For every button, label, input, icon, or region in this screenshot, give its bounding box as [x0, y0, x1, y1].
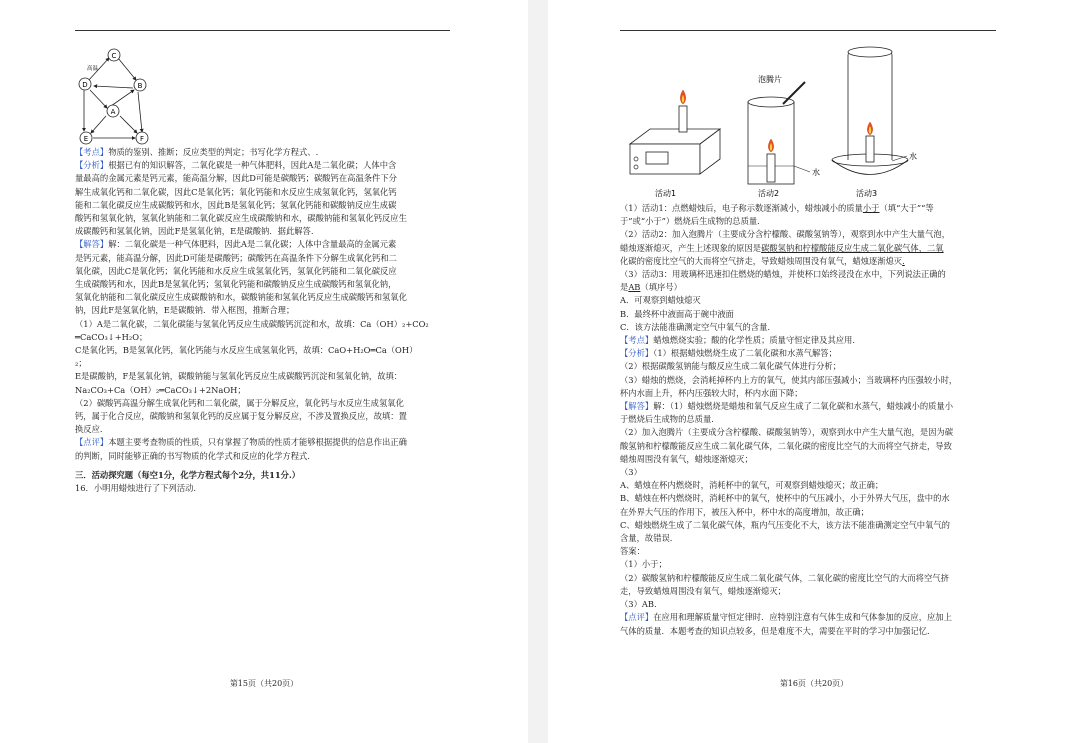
caption-activity2: 活动2: [758, 189, 780, 198]
line-text: ═CaCO₃↓+H₂O；: [75, 331, 148, 342]
node-label: D: [82, 81, 88, 89]
text-line: [75, 436, 451, 449]
line-text: （2）碳酸钙高温分解生成氧化钙和二氧化碳，属于分解反应，氧化钙与水反应生成氢氧化: [75, 397, 404, 408]
line-text: 物质的鉴别、推断；反应类型的判定；书写化学方程式、.: [108, 147, 319, 157]
section-tag: 【点评】: [620, 612, 654, 623]
text-line: [620, 268, 998, 281]
line-text: （2）碳酸氢钠和柠檬酸能反应生成二氧化碳气体，二氧化碳的密度比空气的大而将空气挤: [620, 572, 949, 583]
line-text: （1）小于；: [620, 559, 667, 570]
text-line: [620, 492, 998, 505]
line-text: 于”或“小于”）燃烧后生成物的总质量.: [620, 216, 760, 227]
activity2-beaker: [748, 74, 820, 184]
text-line: [620, 598, 998, 611]
text-line: [75, 252, 451, 265]
line-text: 蜡烛周围没有氧气，蜡烛逐渐熄灭；: [620, 453, 753, 464]
text-line: [75, 357, 451, 370]
line-text: 换反应.: [75, 424, 103, 435]
text-line: [620, 281, 998, 294]
line-text: C．该方法能准确测定空气中氧气的含量.: [620, 321, 771, 332]
line-text: 气体的质量．本题考查的知识点较多，但是难度不大，需要在平时的学习中加强记忆.: [620, 625, 930, 636]
text-line: [620, 387, 998, 400]
text-line: [75, 450, 451, 463]
line-text: 含量，故错误.: [620, 533, 673, 544]
candle-experiments-figure: [620, 44, 920, 204]
line-text: 氧化碳，因此C是氧化钙；氧化钙能和水反应生成氢氧化钙，氢氧化钙能和二氧化碳反应: [75, 265, 397, 276]
text-line: [620, 440, 998, 453]
page-footer: [0, 678, 528, 689]
line-text: （3）AB.: [620, 599, 657, 610]
node-label: B: [137, 82, 143, 90]
activity3-glass: [832, 47, 917, 175]
section-tag: 【分析】: [75, 160, 109, 171]
line-text: 是钙元素，能高温分解，因此D可能是碳酸钙；碳酸钙在高温条件下分解生成氧化钙和二: [75, 252, 397, 263]
text-line: [75, 397, 451, 410]
text-line: [620, 308, 998, 321]
node-label: C: [111, 52, 117, 60]
answer-fill: AB: [628, 282, 641, 293]
section-title: 三．活动探究题（每空1分，化学方程式每个2分，共11分.）: [75, 469, 301, 480]
page-footer: [548, 678, 1080, 689]
page-number: 第16页（共20页）: [779, 679, 849, 688]
label-water: 水: [909, 152, 917, 161]
text-line: [620, 242, 998, 255]
text-line: [75, 199, 451, 212]
line-text: E是碳酸钠，F是氢氧化钠，碳酸钠能与氢氧化钙反应生成碳酸钙沉淀和氢氧化钠，故填：: [75, 371, 403, 382]
page-15-text: [75, 146, 451, 495]
section-tag: 【点评】: [75, 437, 109, 448]
section-tag: 【解答】: [75, 239, 109, 250]
line-text: 解：（1）蜡烛燃烧是蜡烛和氧气反应生成了二氧化碳和水蒸气，蜡烛减小的质量小: [653, 401, 954, 412]
line-text: 酸钙和氢氧化钠，氢氧化钠能和二氧化碳反应生成碳酸钠和水，碳酸钠能和氢氧化钙反应生: [75, 213, 407, 224]
text-line: [620, 558, 998, 571]
activity1-scale: [630, 90, 720, 174]
text-line: [75, 370, 451, 383]
line-text: 答案：: [620, 546, 645, 557]
line-text: 在应用和理解质量守恒定律时．应特别注意有气体生成和气体参加的反应，应加上: [653, 612, 952, 623]
line-text: （1）A是二氧化碳，二氧化碳能与氢氧化钙反应生成碳酸钙沉淀和水，故填：Ca（OH）₂+CO₂: [75, 318, 429, 329]
text-line: [75, 331, 451, 344]
text-line: [620, 466, 998, 479]
line-text: （2）活动2：加入泡腾片（主要成分含柠檬酸、碳酸氢钠等），观察到水中产生大量气泡，: [620, 229, 950, 240]
text-line: [75, 212, 451, 225]
text-line: [620, 202, 998, 215]
line-text: 生成碳酸钙和水，因此B是氢氧化钙；氢氧化钙能和碳酸钠反应生成碳酸钙和氢氧化钠，: [75, 279, 397, 290]
text-line: [620, 532, 998, 545]
text-line: [75, 278, 451, 291]
line-text: A．可观察到蜡烛熄灭: [620, 295, 701, 306]
line-text: 量最高的金属元素是钙元素，能高温分解，因此D可能是碳酸钙；碳酸钙在高温条件下分: [75, 173, 397, 184]
text-line: [75, 423, 451, 436]
line-text: 蜡烛燃烧实验；酸的化学性质；质量守恒定律及其应用.: [653, 335, 855, 346]
text-line: [75, 304, 451, 317]
text-line: [620, 545, 998, 558]
text-line: [620, 347, 998, 360]
label-water: 水: [812, 168, 820, 177]
text-line: [75, 265, 451, 278]
text-line: [620, 413, 998, 426]
text-line: [620, 625, 998, 638]
text-line: [620, 255, 998, 268]
text-line: [620, 400, 998, 413]
node-label: A: [110, 108, 116, 116]
line-text: 本题主要考查物质的性质，只有掌握了物质的性质才能够根据提供的信息作出正确: [108, 437, 407, 448]
line-text: （1）活动1：点燃蜡烛后，电子称示数逐渐减小，蜡烛减小的质量小于（填“大于”“等: [620, 203, 934, 213]
text-line: [75, 318, 451, 331]
page-15: [0, 0, 528, 743]
caption-activity3: 活动3: [856, 189, 878, 198]
text-line: [75, 344, 451, 357]
question-16: 16．小明用蜡烛进行了下列活动.: [75, 483, 197, 494]
text-line: [620, 426, 998, 439]
text-line: [75, 225, 451, 238]
answer-fill: .: [902, 255, 905, 266]
page-16: [548, 0, 1080, 743]
line-text: 化碳的密度比空气的大而将空气挤走，导致蜡烛周围没有氧气，蜡烛逐渐熄灭.: [620, 255, 905, 266]
text-line: [620, 294, 998, 307]
text-line: [620, 215, 998, 228]
text-line: [620, 321, 998, 334]
caption-activity1: 活动1: [655, 189, 677, 198]
line-text: 解：二氧化碳是一种气体肥料，因此A是二氧化碳；人体中含量最高的金属元素: [108, 239, 397, 250]
node-label: E: [83, 135, 89, 143]
line-text: 钠，因此F是氢氧化钠，E是碳酸钠．带入框图，推断合理；: [75, 305, 295, 316]
text-line: [75, 186, 451, 199]
text-line: [75, 384, 451, 397]
line-text: 能和二氧化碳反应生成碳酸钙和水，因此B是氢氧化钙；氢氧化钙能和碳酸钠反应生成碳: [75, 199, 397, 210]
text-line: [620, 374, 998, 387]
line-text: 杯内水面上升，杯内压强较大时，杯内水面下降；: [620, 387, 803, 398]
text-line: [620, 334, 998, 347]
line-text: （3）蜡烛的燃烧，会消耗掉杯内上方的氧气，使其内部压强减小；当玻璃杯内压强较小时，: [620, 374, 958, 385]
text-line: [75, 159, 451, 172]
text-line: [620, 572, 998, 585]
text-line: [620, 479, 998, 492]
line-text: （1）根据蜡烛燃烧生成了二氧化碳和水蒸气解答；: [653, 348, 837, 359]
label-paotengpian: 泡腾片: [758, 75, 782, 84]
line-text: B．最终杯中液面高于碗中液面: [620, 308, 734, 319]
line-text: （3）活动3：用玻璃杯迅速扣住燃烧的蜡烛，并使杯口始终浸没在水中，下列说法正确的: [620, 269, 946, 280]
text-line: [75, 172, 451, 185]
line-text: 走，导致蜡烛周围没有氧气，蜡烛逐渐熄灭；: [620, 585, 786, 596]
line-text: 成碳酸钙和氢氧化钠，因此F是氢氧化钠，E是碳酸钠．据此解答.: [75, 226, 314, 237]
line-text: Na₂CO₃+Ca（OH）₂═CaCO₃↓+2NaOH；: [75, 384, 246, 395]
line-text: 是AB（填序号）: [620, 282, 682, 293]
text-line: [620, 453, 998, 466]
text-line: [620, 506, 998, 519]
text-line: [620, 228, 998, 241]
page-16-text: [620, 202, 998, 638]
section-tag: 【解答】: [620, 401, 654, 412]
line-text: A、蜡烛在杯内燃烧时，消耗杯中的氧气，可观察到蜡烛熄灭；故正确；: [620, 480, 884, 491]
line-text: 酸氢钠和柠檬酸能反应生成二氧化碳气体，二氧化碳的密度比空气的大而将空气挤走，导致: [620, 440, 952, 451]
text-line: [620, 519, 998, 532]
line-text: 的判断，同时能够正确的书写物质的化学式和反应的化学方程式.: [75, 450, 310, 461]
line-text: C、蜡烛燃烧生成了二氧化碳气体，瓶内气压变化不大，该方法不能准确测定空气中氧气的: [620, 519, 950, 530]
text-line: [620, 611, 998, 624]
text-line: [75, 410, 451, 423]
line-text: （2）根据碳酸氢钠能与酸反应生成二氧化碳气体进行分析；: [620, 361, 841, 372]
text-line: [75, 291, 451, 304]
line-text: 钙，属于化合反应，碳酸钠和氢氧化钙的反应属于复分解反应，不涉及置换反应，故填：置: [75, 411, 407, 422]
line-text: （2）加入泡腾片（主要成分含柠檬酸、碳酸氢钠等），观察到水中产生大量气泡，是因为碳: [620, 427, 954, 438]
answer-fill: 碳酸氢钠和柠檬酸能反应生成二氧化碳气体，二氧: [761, 242, 944, 253]
section-tag: 【考点】: [75, 147, 109, 157]
text-line: [620, 585, 998, 598]
text-line: [75, 146, 451, 159]
section-tag: 【考点】: [620, 335, 654, 346]
header-rule: [620, 30, 996, 31]
line-text: 蜡烛逐渐熄灭，产生上述现象的原因是碳酸氢钠和柠檬酸能反应生成二氧化碳气体，二氧: [620, 242, 944, 253]
header-rule: [75, 30, 450, 31]
line-text: 在外界大气压的作用下，被压入杯中，杯中水的高度增加，故正确；: [620, 506, 869, 517]
line-text: 氢氧化钠能和二氧化碳反应生成碳酸钠和水，碳酸钠能和氢氧化钙反应生成碳酸钙和氢氧化: [75, 292, 407, 303]
node-label: F: [139, 135, 145, 143]
line-text: 于燃烧后生成物的总质量.: [620, 414, 714, 425]
text-line: [75, 238, 451, 251]
page-number: 第15页（共20页）: [229, 679, 299, 688]
text-line: [620, 360, 998, 373]
arrow-label: 高温: [87, 66, 99, 72]
line-text: 解生成氧化钙和二氧化碳，因此C是氧化钙；氧化钙能和水反应生成氢氧化钙，氢氧化钙: [75, 186, 397, 197]
reaction-network-diagram: [76, 48, 154, 148]
answer-fill: 小于: [862, 203, 880, 213]
line-text: 根据已有的知识解答，二氧化碳是一种气体肥料，因此A是二氧化碳；人体中含: [108, 160, 397, 171]
line-text: C是氧化钙，B是氢氧化钙，氧化钙能与水反应生成氢氧化钙，故填：CaO+H₂O═Ca（OH）: [75, 345, 418, 356]
line-text: B、蜡烛在杯内燃烧时，消耗杯中的氧气，使杯中的气压减小，小于外界大气压，盘中的水: [620, 493, 950, 504]
section-tag: 【分析】: [620, 348, 654, 359]
line-text: （3）: [620, 467, 642, 478]
line-text: ₂；: [75, 358, 87, 369]
